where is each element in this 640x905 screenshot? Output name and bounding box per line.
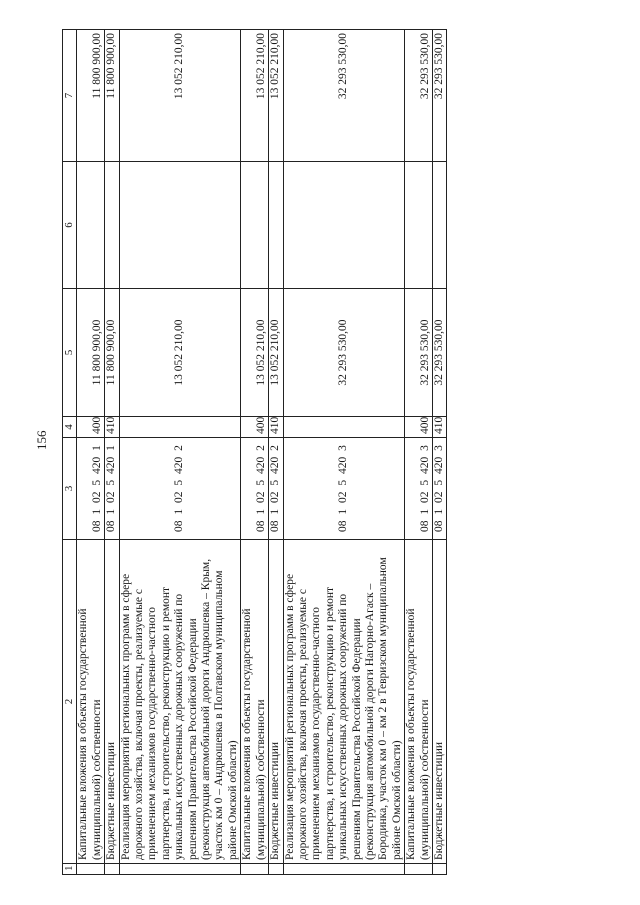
row-total: 11 800 900,00 [105,30,119,162]
page-number: 156 [34,430,49,450]
row-type-code: 400 [241,417,269,438]
header-cell-3: 3 [63,438,77,540]
table-row [77,30,105,875]
row-col6 [119,162,241,289]
row-description: Реализация мероприятий региональных программ в сфере дорожного хозяйства, включая проекты, реализуемые с применением механизмов государственно-частного партнерства, и строительство, реконструкцию и ремонт уникальных искусственных дорожных сооружений по решениям Правительства Российской Федерации (реконструкция автомобильной дороги Андрюшевка – Крым, участок км 0 – Андрюшевка в Полтавском муниципальном районе Омской области) [119,540,241,864]
header-cell-2: 2 [63,540,77,864]
row-col6 [269,162,283,289]
row-number-cell [269,864,283,875]
row-number-cell [405,864,433,875]
row-col6 [283,162,405,289]
header-cell-5: 5 [63,289,77,417]
row-col6 [432,162,446,289]
row-amount: 32 293 530,00 [432,289,446,417]
row-total: 13 052 210,00 [119,30,241,162]
row-amount: 11 800 900,00 [77,289,105,417]
budget-table [62,29,447,875]
header-cell-4: 4 [63,417,77,438]
header-cell-6: 6 [63,162,77,289]
table-row [241,30,269,875]
row-description: Бюджетные инвестиции [269,540,283,864]
row-amount: 11 800 900,00 [105,289,119,417]
header-cell-1: 1 [63,864,77,875]
row-amount: 13 052 210,00 [119,289,241,417]
row-description: Капитальные вложения в объекты государственной (муниципальной) собственности [77,540,105,864]
row-type-code: 400 [405,417,433,438]
row-code: 08 1 02 5 420 3 [283,438,405,540]
row-description: Капитальные вложения в объекты государственной (муниципальной) собственности [405,540,433,864]
row-type-code: 400 [77,417,105,438]
row-number-cell [432,864,446,875]
row-code: 08 1 02 5 420 2 [119,438,241,540]
row-code: 08 1 02 5 420 1 [77,438,105,540]
row-type-code [119,417,241,438]
table-row [405,30,433,875]
row-amount: 13 052 210,00 [269,289,283,417]
table-row [432,30,446,875]
row-col6 [405,162,433,289]
row-type-code [283,417,405,438]
row-total: 32 293 530,00 [283,30,405,162]
row-col6 [77,162,105,289]
header-cell-7: 7 [63,30,77,162]
row-code: 08 1 02 5 420 2 [241,438,269,540]
row-amount: 32 293 530,00 [283,289,405,417]
row-type-code: 410 [432,417,446,438]
row-total: 32 293 530,00 [432,30,446,162]
row-type-code: 410 [105,417,119,438]
row-col6 [241,162,269,289]
row-number-cell [105,864,119,875]
row-code: 08 1 02 5 420 3 [432,438,446,540]
table-row [283,30,405,875]
row-number-cell [283,864,405,875]
rotated-table-container [62,30,447,875]
row-type-code: 410 [269,417,283,438]
row-total: 13 052 210,00 [241,30,269,162]
row-code: 08 1 02 5 420 1 [105,438,119,540]
row-amount: 32 293 530,00 [405,289,433,417]
header-row [63,30,77,875]
row-total: 13 052 210,00 [269,30,283,162]
row-description: Капитальные вложения в объекты государственной (муниципальной) собственности [241,540,269,864]
table-row [119,30,241,875]
row-description: Бюджетные инвестиции [105,540,119,864]
row-col6 [105,162,119,289]
row-total: 32 293 530,00 [405,30,433,162]
row-code: 08 1 02 5 420 3 [405,438,433,540]
row-number-cell [119,864,241,875]
row-amount: 13 052 210,00 [241,289,269,417]
row-number-cell [241,864,269,875]
row-code: 08 1 02 5 420 2 [269,438,283,540]
row-number-cell [77,864,105,875]
row-description: Бюджетные инвестиции [432,540,446,864]
table-row [269,30,283,875]
row-total: 11 800 900,00 [77,30,105,162]
row-description: Реализация мероприятий региональных программ в сфере дорожного хозяйства, включая проекты, реализуемые с применением механизмов государственно-частного партнерства, и строительство, реконструкцию и ремонт уникальных искусственных дорожных сооружений по решениям Правительства Российской Федерации (реконструкция автомобильной дороги Нагорно-Агаск – Бородинка, участок км 0 – км 2 в Тевризском муниципальном районе Омской области) [283,540,405,864]
table-row [105,30,119,875]
